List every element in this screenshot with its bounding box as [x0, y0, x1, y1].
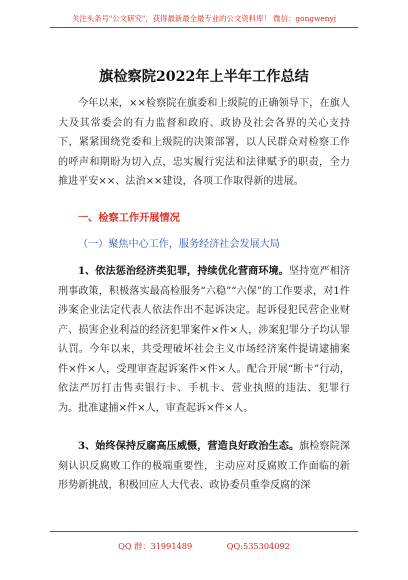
item-3-paragraph — [58, 437, 350, 496]
item-1-lead: 1、依法惩治经济类犯罪，持续优化营商环境。 — [78, 266, 289, 277]
header-divider — [50, 27, 358, 28]
footer — [0, 540, 408, 552]
footer-qq: QQ:535304092 — [226, 541, 290, 551]
item-1-body: 坚持宽严相济刑事政策，积极落实最高检服务“六稳”“六保”的工作要求，对1件涉案企业法定代表人依法作出不起诉决定。起诉侵犯民营企业财产、损害企业利益的经济犯罪案件×件×人，涉案犯罪分子均认罪认罚。今年以来，共受理破坏社会主义市场经济案件提请逮捕案件×件×人，受理审查起诉案件×件×人。配合开展“断卡”行动，依法严厉打击售卖银行卡、手机卡、营业执照的违法、犯罪行为。批准逮捕×件×人，审查起诉×件×人。 — [58, 266, 351, 414]
intro-paragraph: 今年以来，××检察院在旗委和上级院的正确领导下，在旗人大及其常委会的有力监督和政府、政协及社会各界的关心支持下，紧紧围绕党委和上级院的决策部署，以人民群众对检察工作的呼声和期盼为切入点，忠实履行宪法和法律赋予的职责，全力推进平安××、法治××建设，各项工作取得新的进展。 — [58, 98, 350, 187]
item-3-lead: 3、始终保持反腐高压威慑，营造良好政治生态。 — [78, 441, 300, 452]
subsection-heading-1: （一）聚焦中心工作，服务经济社会发展大局 — [78, 239, 280, 250]
footer-qq-group: QQ 群：31991489 — [118, 541, 193, 551]
footer-divider — [50, 531, 358, 532]
header-banner: 关注头条号"公文研究"，获得最新最全最专业的公文资料库！ 微信：gongwenyj — [71, 14, 337, 23]
section-heading-1: 一、检察工作开展情况 — [78, 213, 180, 224]
item-1-paragraph — [58, 262, 350, 418]
item-3-body: 旗检察院深刻认识反腐败工作的极端重要性，主动应对反腐败工作面临的新形势新挑战，积极回应人大代表、政协委员重拳反腐的深 — [58, 441, 350, 491]
document-title: 旗检察院2022年上半年工作总结 — [99, 69, 309, 85]
